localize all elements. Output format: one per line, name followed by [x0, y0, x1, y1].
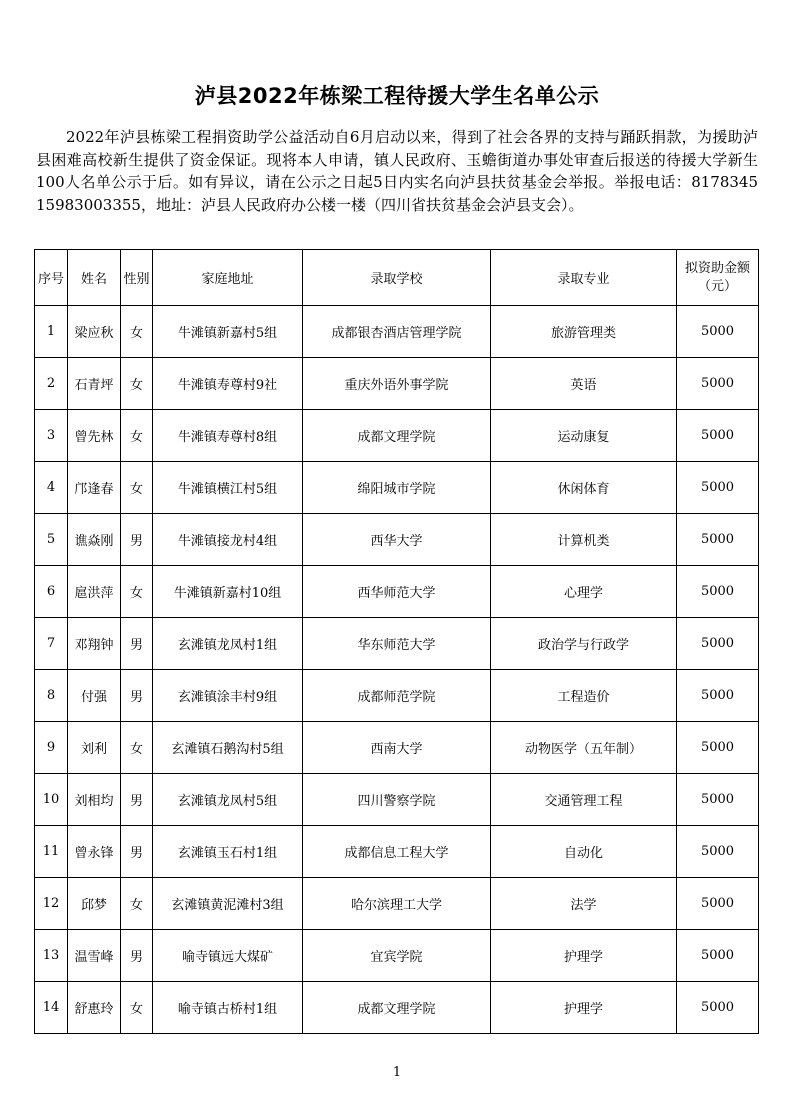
cell-index: 3: [35, 410, 68, 462]
cell-gender: 女: [121, 462, 153, 514]
table-row: [35, 878, 759, 930]
document-title: 泸县2022年栋梁工程待援大学生名单公示: [194, 84, 600, 108]
cell-index: 8: [35, 670, 68, 722]
cell-major: 动物医学（五年制）: [491, 722, 677, 774]
cell-amount: 5000: [677, 722, 759, 774]
cell-name: 刘利: [68, 722, 121, 774]
cell-school: 成都文理学院: [303, 982, 491, 1034]
cell-index: 4: [35, 462, 68, 514]
cell-school: 绵阳城市学院: [303, 462, 491, 514]
table-row: [35, 410, 759, 462]
cell-address: 牛滩镇新嘉村10组: [153, 566, 303, 618]
student-list-table: [34, 249, 759, 1034]
table-row: [35, 618, 759, 670]
cell-amount: 5000: [677, 514, 759, 566]
cell-index: 10: [35, 774, 68, 826]
cell-major: 交通管理工程: [491, 774, 677, 826]
cell-gender: 男: [121, 670, 153, 722]
header-major: 录取专业: [491, 250, 677, 306]
cell-school: 成都信息工程大学: [303, 826, 491, 878]
cell-gender: 女: [121, 722, 153, 774]
cell-major: 自动化: [491, 826, 677, 878]
cell-address: 牛滩镇横江村5组: [153, 462, 303, 514]
cell-gender: 男: [121, 514, 153, 566]
cell-school: 西南大学: [303, 722, 491, 774]
cell-address: 牛滩镇新嘉村5组: [153, 306, 303, 358]
cell-school: 成都师范学院: [303, 670, 491, 722]
table-row: [35, 306, 759, 358]
cell-name: 梁应秋: [68, 306, 121, 358]
table-row: [35, 462, 759, 514]
table-row: [35, 826, 759, 878]
cell-amount: 5000: [677, 930, 759, 982]
cell-address: 玄滩镇涂丰村9组: [153, 670, 303, 722]
cell-major: 运动康复: [491, 410, 677, 462]
cell-school: 成都银杏酒店管理学院: [303, 306, 491, 358]
cell-major: 英语: [491, 358, 677, 410]
table-row: [35, 670, 759, 722]
cell-gender: 男: [121, 774, 153, 826]
cell-name: 舒惠玲: [68, 982, 121, 1034]
cell-amount: 5000: [677, 410, 759, 462]
header-school: 录取学校: [303, 250, 491, 306]
cell-gender: 男: [121, 826, 153, 878]
intro-paragraph: 2022年泸县栋梁工程捐资助学公益活动自6月启动以来，得到了社会各界的支持与踊跃捐款，为援助泸县困难高校新生提供了资金保证。现将本人申请，镇人民政府、玉蟾街道办事处审查后报送的待援大学新生100人名单公示于后。如有异议，请在公示之日起5日内实名向泸县扶贫基金会举报。举报电话：8178345 15983003355，地址：泸县人民政府办公楼一楼（四川省扶贫基金会泸县支会）。: [36, 128, 758, 214]
cell-address: 玄滩镇石鹅沟村5组: [153, 722, 303, 774]
cell-amount: 5000: [677, 566, 759, 618]
cell-amount: 5000: [677, 618, 759, 670]
cell-index: 1: [35, 306, 68, 358]
cell-major: 政治学与行政学: [491, 618, 677, 670]
cell-school: 四川警察学院: [303, 774, 491, 826]
cell-school: 成都文理学院: [303, 410, 491, 462]
cell-amount: 5000: [677, 878, 759, 930]
cell-name: 刘相均: [68, 774, 121, 826]
cell-gender: 女: [121, 358, 153, 410]
cell-index: 9: [35, 722, 68, 774]
cell-gender: 女: [121, 410, 153, 462]
cell-school: 宜宾学院: [303, 930, 491, 982]
cell-name: 付强: [68, 670, 121, 722]
header-name: 姓名: [68, 250, 121, 306]
cell-gender: 女: [121, 878, 153, 930]
cell-address: 牛滩镇寿尊村9社: [153, 358, 303, 410]
cell-amount: 5000: [677, 670, 759, 722]
cell-index: 2: [35, 358, 68, 410]
cell-address: 喻寺镇远大煤矿: [153, 930, 303, 982]
table-header-row: [35, 250, 759, 306]
header-address: 家庭地址: [153, 250, 303, 306]
cell-address: 玄滩镇玉石村1组: [153, 826, 303, 878]
table-row: [35, 566, 759, 618]
cell-major: 法学: [491, 878, 677, 930]
cell-address: 玄滩镇黄泥滩村3组: [153, 878, 303, 930]
table-row: [35, 722, 759, 774]
cell-major: 工程造价: [491, 670, 677, 722]
cell-amount: 5000: [677, 774, 759, 826]
cell-gender: 女: [121, 982, 153, 1034]
cell-gender: 女: [121, 566, 153, 618]
cell-address: 牛滩镇寿尊村8组: [153, 410, 303, 462]
header-index: 序号: [35, 250, 68, 306]
table-row: [35, 930, 759, 982]
cell-major: 护理学: [491, 930, 677, 982]
cell-index: 7: [35, 618, 68, 670]
cell-name: 谯焱刚: [68, 514, 121, 566]
cell-gender: 男: [121, 930, 153, 982]
table-row: [35, 358, 759, 410]
cell-school: 西华大学: [303, 514, 491, 566]
cell-gender: 女: [121, 306, 153, 358]
cell-school: 华东师范大学: [303, 618, 491, 670]
cell-amount: 5000: [677, 982, 759, 1034]
cell-major: 护理学: [491, 982, 677, 1034]
cell-major: 计算机类: [491, 514, 677, 566]
cell-index: 11: [35, 826, 68, 878]
cell-address: 玄滩镇龙凤村1组: [153, 618, 303, 670]
cell-name: 曾永锋: [68, 826, 121, 878]
cell-name: 曾先林: [68, 410, 121, 462]
cell-name: 石青坪: [68, 358, 121, 410]
cell-amount: 5000: [677, 462, 759, 514]
header-amount: 拟资助金额（元）: [677, 250, 759, 306]
cell-gender: 男: [121, 618, 153, 670]
cell-school: 西华师范大学: [303, 566, 491, 618]
cell-address: 牛滩镇接龙村4组: [153, 514, 303, 566]
cell-address: 喻寺镇古桥村1组: [153, 982, 303, 1034]
cell-index: 14: [35, 982, 68, 1034]
table-row: [35, 774, 759, 826]
cell-name: 扈洪萍: [68, 566, 121, 618]
cell-major: 旅游管理类: [491, 306, 677, 358]
table-row: [35, 982, 759, 1034]
cell-name: 邝逢春: [68, 462, 121, 514]
cell-name: 邓翔钟: [68, 618, 121, 670]
cell-amount: 5000: [677, 826, 759, 878]
cell-name: 温雪峰: [68, 930, 121, 982]
cell-major: 心理学: [491, 566, 677, 618]
cell-major: 休闲体育: [491, 462, 677, 514]
cell-index: 13: [35, 930, 68, 982]
table-row: [35, 514, 759, 566]
cell-index: 5: [35, 514, 68, 566]
cell-amount: 5000: [677, 306, 759, 358]
cell-school: 哈尔滨理工大学: [303, 878, 491, 930]
cell-school: 重庆外语外事学院: [303, 358, 491, 410]
cell-index: 12: [35, 878, 68, 930]
header-gender: 性别: [121, 250, 153, 306]
cell-address: 玄滩镇龙凤村5组: [153, 774, 303, 826]
cell-index: 6: [35, 566, 68, 618]
cell-amount: 5000: [677, 358, 759, 410]
page-number: 1: [392, 1065, 402, 1080]
cell-name: 邱梦: [68, 878, 121, 930]
